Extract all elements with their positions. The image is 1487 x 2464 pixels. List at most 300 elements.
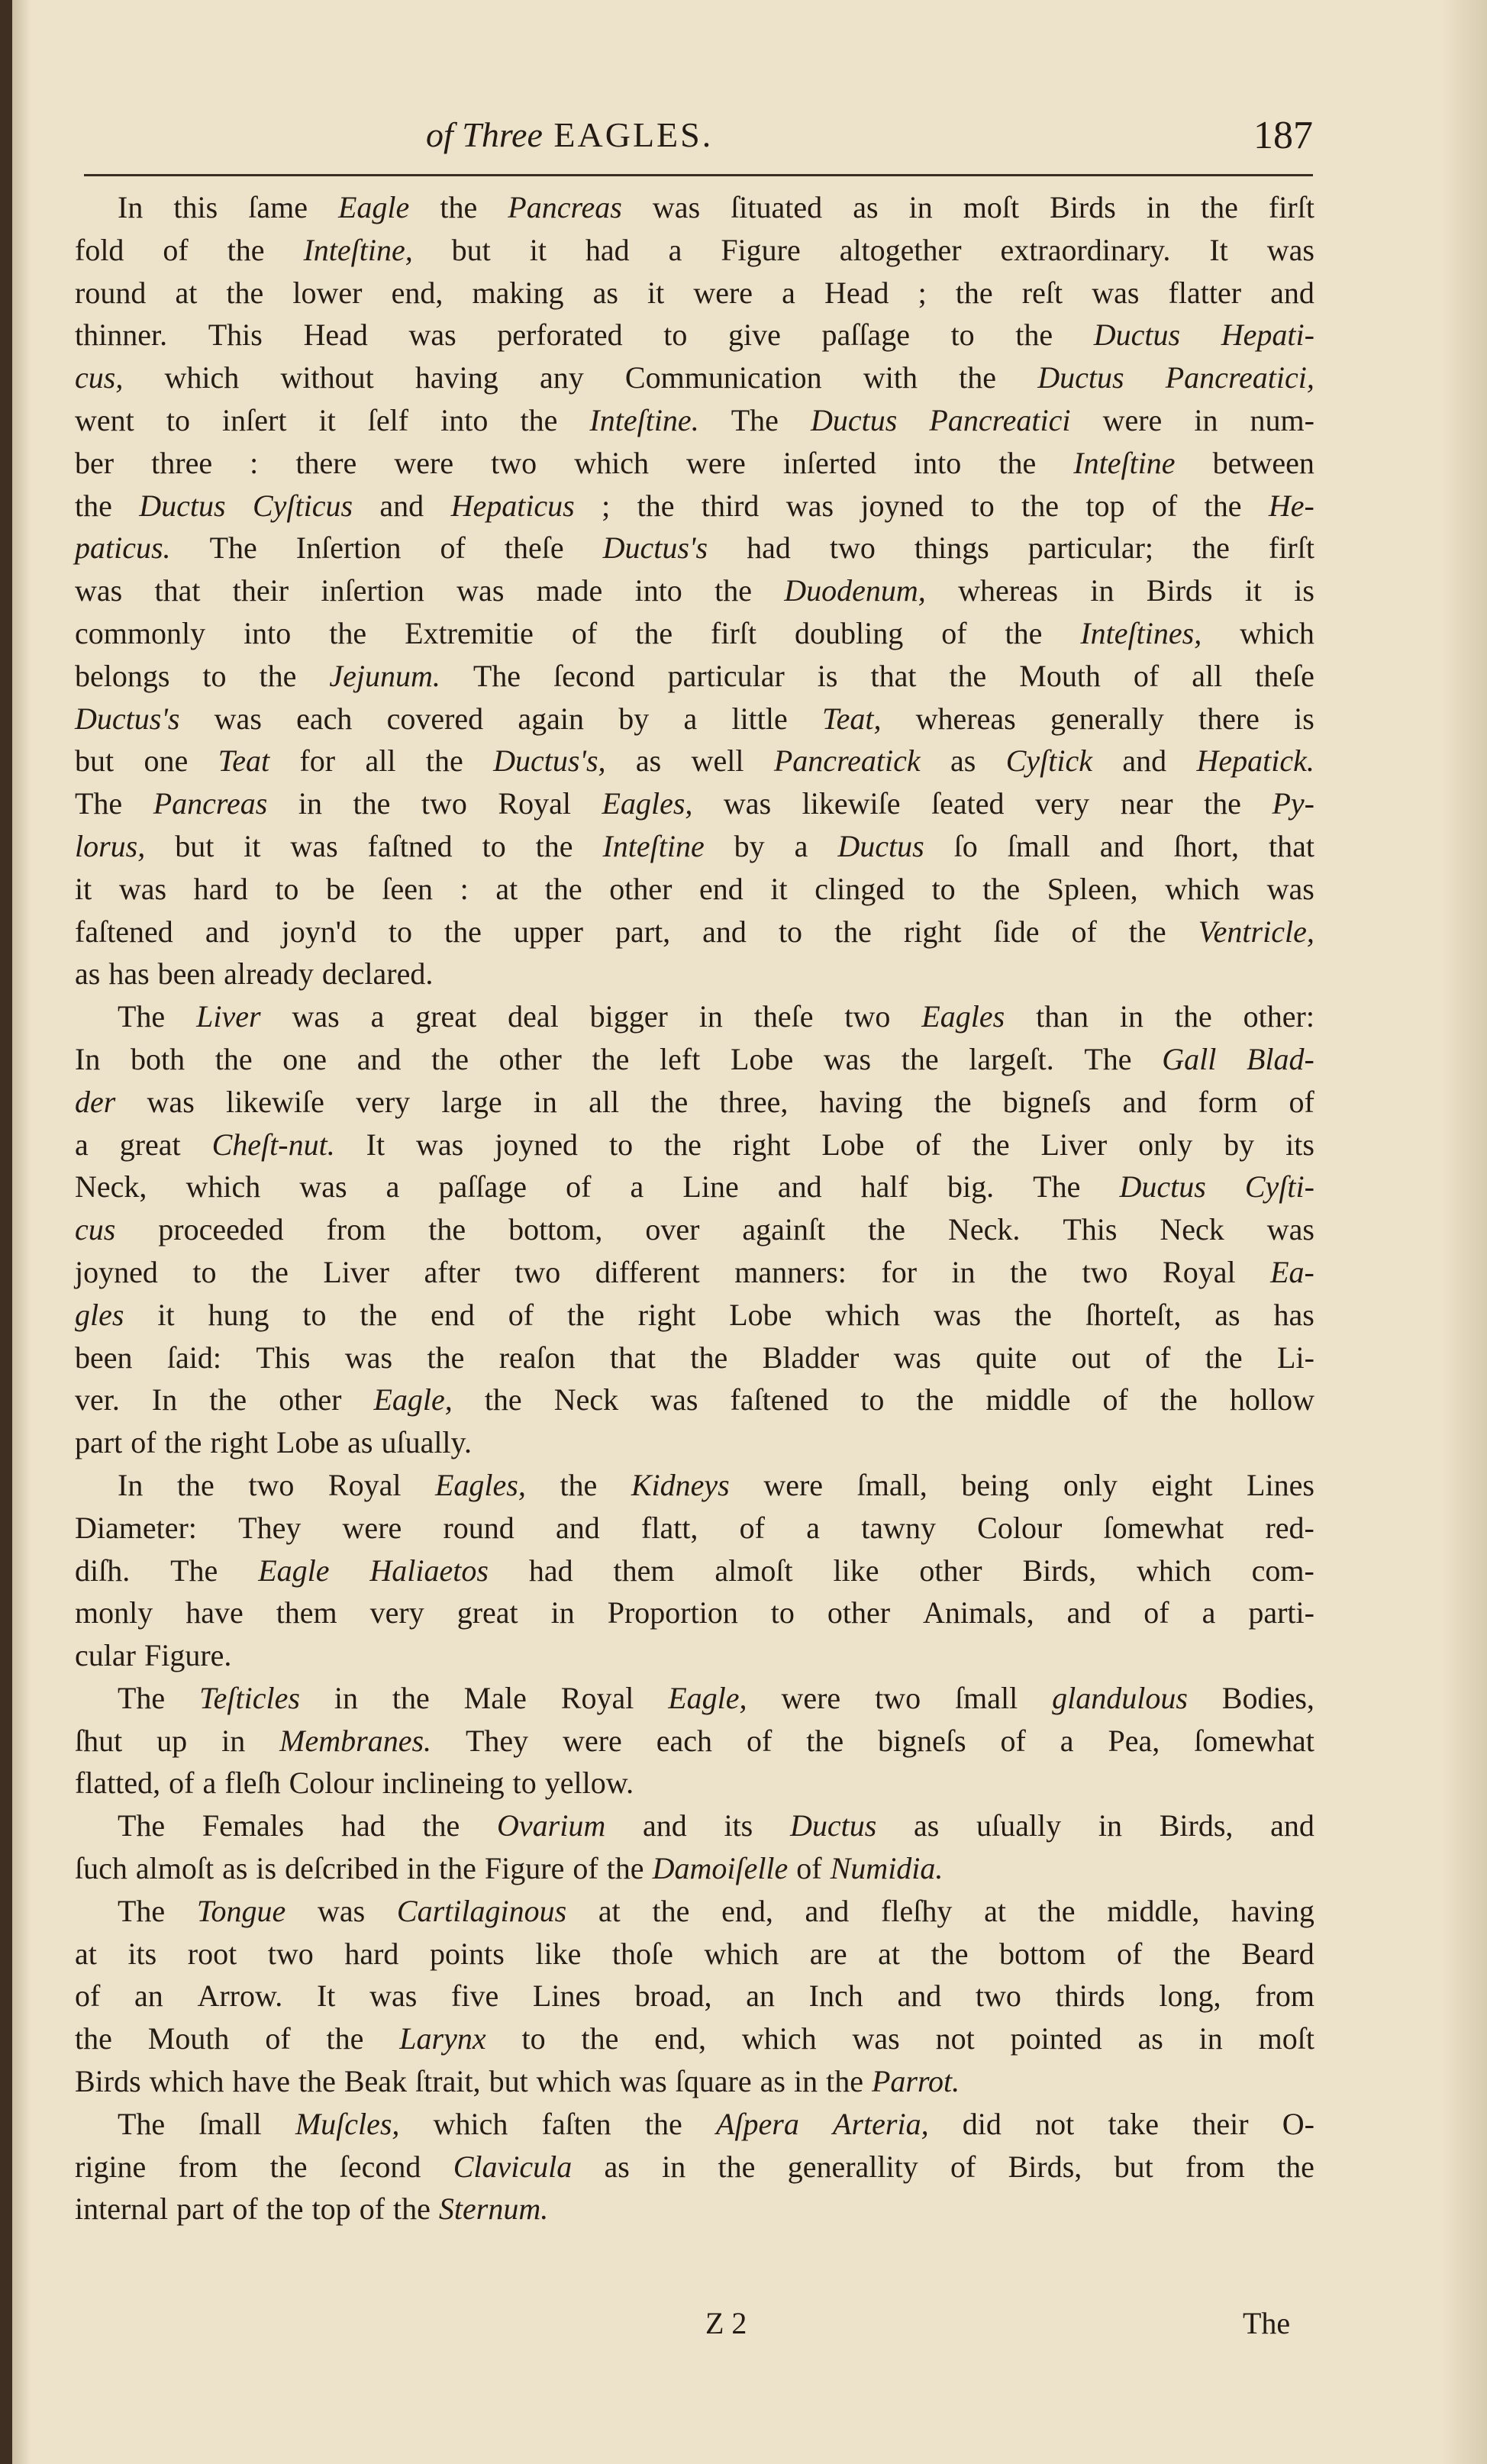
text-line [75,1550,1314,1592]
word: it [770,871,788,906]
word: the [1160,1382,1198,1417]
text-line [75,1677,1314,1720]
word: Male [463,1680,527,1715]
italic-word: Cyſtick [1005,743,1092,779]
word: and [702,914,747,949]
binding-gutter [0,0,12,2464]
word: a [202,1766,217,1801]
italic-word: Ductus [1037,360,1124,395]
word: its [1285,1127,1314,1162]
word: the [259,658,297,693]
word: the [298,2064,336,2099]
word: all [589,1084,620,1119]
word: in [533,1084,557,1119]
word: parti- [1248,1595,1314,1630]
word: into [914,445,962,480]
word: which [1240,615,1314,650]
word: a [794,828,808,863]
word: thoſe [611,1936,673,1971]
word: near [1120,786,1173,821]
italic-word: Ductus [1093,318,1181,353]
word: a [683,701,698,736]
word: almoſt [135,1851,215,1886]
word: of [131,1425,156,1460]
word: top [311,2191,351,2227]
word: the [998,445,1037,480]
word: It [366,1127,385,1162]
word: was [1266,871,1314,906]
word: were [394,445,454,480]
word: to [166,402,190,437]
word: commonly [75,615,206,650]
word: round [75,275,147,310]
italic-word: Hepatick. [1196,743,1314,779]
word: in [951,1254,976,1289]
word: with [863,360,918,395]
word: fold [75,232,124,267]
word: Figure [721,232,801,267]
word: the [901,1041,939,1076]
word: the [209,1382,247,1417]
word: of [1000,1723,1026,1758]
word: by [1224,1127,1255,1162]
word: a [630,1169,644,1205]
text-line [75,1762,1314,1804]
word: very [369,1595,424,1630]
word: big. [947,1169,995,1205]
text-line [75,2060,1314,2103]
word: not [935,2021,975,2056]
word: out [1071,1340,1111,1375]
italic-word: Damoiſelle [652,1851,789,1886]
word: was [852,2021,900,2056]
text-line [75,527,1314,569]
word: deſcribed [285,1851,398,1886]
word: Neck, [75,1169,147,1205]
word: making [472,275,564,310]
italic-word: Jejunum. [329,658,440,693]
word: Royal [327,1467,402,1502]
word: likewiſe [802,786,901,821]
word: the [972,1127,1010,1162]
text-line [75,2146,1314,2188]
word: was [75,573,123,608]
text-line [75,442,1314,485]
word: is [817,658,838,693]
word: at [984,1893,1006,1928]
italic-word: Pancreatici [929,402,1071,437]
word: the [592,1041,630,1076]
text-line [75,1208,1314,1251]
word: internal [75,2191,169,2227]
word: upper [513,914,583,949]
word: ſhorteſt, [1085,1297,1182,1332]
word: theſe [1255,658,1314,693]
word: for [299,743,336,779]
word: Royal [1163,1254,1236,1289]
word: their [1192,2106,1249,2141]
word: In [118,190,144,224]
word: ſelf [367,402,409,437]
word: The [209,531,257,566]
word: joyned [860,488,944,523]
word: joyned [495,1127,579,1162]
word: and [1066,1595,1111,1630]
word: two [829,531,876,566]
word: that [610,1340,656,1375]
word: them [276,1595,337,1630]
word: to [770,1595,795,1630]
word: three [151,445,213,480]
word: it [75,871,92,906]
word: Colour [289,1766,374,1801]
word: other [609,871,673,906]
word: five [451,1979,499,2014]
word: of [746,1723,773,1758]
word: of [1102,1382,1128,1417]
word: hollow [1229,1382,1314,1417]
word: only [1138,1127,1193,1162]
italic-word: Liver [196,999,261,1034]
word: was [1266,1212,1314,1247]
italic-word: Tongue [196,1893,286,1928]
text-line [75,698,1314,740]
word: and [556,1510,600,1545]
word: the [959,360,997,395]
word: the [484,1382,522,1417]
word: in [550,1595,575,1630]
word: flatt, [641,1510,698,1545]
word: the [1201,190,1238,224]
word: to [950,318,975,353]
italic-word: Ea- [1270,1254,1314,1289]
italic-word: Teat [218,743,270,779]
word: the [934,1084,972,1119]
word: Lobe [276,1425,340,1460]
word: Bladder [762,1340,860,1375]
word: but [75,743,115,779]
word: were [1102,402,1163,437]
word: the [392,1680,430,1715]
word: as [760,2064,785,2099]
word: was [147,1084,195,1119]
word: which [1137,1553,1211,1588]
word: was [652,190,701,224]
word: was [292,999,340,1034]
word: as [592,275,618,310]
word: ſecond [339,2149,421,2184]
word: middle [985,1382,1071,1417]
word: take [1108,2106,1160,2141]
word: to [778,914,803,949]
word: The [75,786,123,821]
word: This [1063,1212,1118,1247]
word: the [650,1084,689,1119]
word: well [691,743,744,779]
word: of [163,232,189,267]
text-line [75,1634,1314,1677]
word: was [317,1893,366,1928]
word: of [915,1127,941,1162]
word: things [914,531,989,566]
word: is [1294,573,1314,608]
word: of [941,615,967,650]
word: the [164,1425,202,1460]
word: ſmall [954,1680,1018,1715]
word: which [149,2064,224,2099]
word: other: [1243,999,1314,1034]
word: two [421,786,467,821]
word: the [1174,999,1212,1034]
word: of [1133,658,1160,693]
word: as [1214,1297,1240,1332]
word: was [1266,232,1314,267]
word: The [118,1808,166,1843]
word: Diameter: [75,1510,197,1545]
word: there [1198,701,1260,736]
word: It [316,1979,336,2014]
word: ſtrait, [415,2064,481,2099]
word: in [1198,2021,1223,2056]
word: the [1204,488,1242,523]
word: in [1090,573,1114,608]
word: altogether [839,232,962,267]
word: declared. [321,956,434,992]
word: to [512,1766,537,1801]
word: its [127,1936,157,1971]
word: all [1192,658,1223,693]
word: flatter [1168,275,1242,310]
word: give [727,318,781,353]
italic-word: Py- [1272,786,1314,821]
word: the [834,914,872,949]
italic-word: Eagles, [602,786,693,821]
word: was [893,1340,941,1375]
word: the [644,2106,682,2141]
word: covered [386,701,484,736]
word: in [793,2064,818,2099]
word: an [746,1979,775,2014]
word: largeſt. [969,1041,1054,1076]
word: as [853,190,879,224]
word: the [353,786,391,821]
word: againſt [742,1212,826,1247]
word: part [75,1425,123,1460]
text-line [75,655,1314,698]
word: which [741,2021,817,2056]
word: the [428,1212,466,1247]
italic-word: glandulous [1052,1680,1188,1715]
word: paſſage [438,1169,527,1205]
word: the [176,1467,215,1502]
word: Lobe [821,1127,885,1162]
word: were [781,1680,841,1715]
word: was [1092,275,1140,310]
word: for [881,1254,918,1289]
word: went [75,402,134,437]
italic-word: Cyſticus [252,488,353,523]
text-line [75,1804,1314,1847]
word: The [118,2106,166,2141]
word: it [157,1297,175,1332]
word: paſſage [821,318,910,353]
word: points [430,1936,505,1971]
word: the [714,573,752,608]
word: of [1071,914,1097,949]
word: to [970,488,995,523]
word: faſtned [367,828,453,863]
word: and [1270,275,1314,310]
word: the [955,275,993,310]
italic-word: gles [75,1297,124,1332]
text-line [75,1592,1314,1634]
word: This [208,318,263,353]
text-line [75,356,1314,399]
word: a [370,999,385,1034]
word: as [635,743,662,779]
italic-word: Pancreatici, [1165,360,1314,395]
word: was [118,871,167,906]
word: as [604,2149,630,2184]
word: The [118,999,166,1034]
word: part [176,2191,224,2227]
running-title [426,114,713,155]
text-line [75,1038,1314,1081]
text-line [75,1933,1314,1975]
word: were [763,1467,824,1502]
word: the [606,1851,644,1886]
word: ber [75,445,115,480]
word: Colour [977,1510,1063,1545]
word: the [75,488,112,523]
word: num- [1250,402,1314,437]
word: Royal [560,1680,634,1715]
word: two [248,1467,295,1502]
word: the [567,1297,605,1332]
word: ſeen [382,871,434,906]
italic-word: Sternum. [438,2191,549,2227]
word: bigger [589,999,668,1034]
word: each [656,1723,713,1758]
word: was [290,828,338,863]
italic-word: Membranes. [279,1723,432,1758]
text-line [75,314,1314,356]
word: uſually [976,1808,1062,1843]
word: red- [1265,1510,1314,1545]
word: of [232,2191,258,2227]
italic-word: Ovarium [497,1808,606,1843]
word: the [266,2191,304,2227]
word: Li- [1277,1340,1314,1375]
word: be [326,871,355,906]
text-line [75,1421,1314,1464]
word: up [156,1723,188,1758]
word: the [520,402,558,437]
word: it [244,828,261,863]
word: the [982,871,1021,906]
word: right [637,1297,696,1332]
italic-word: Inteſtine, [303,232,413,267]
word: was [933,1297,982,1332]
word: bottom, [508,1212,603,1247]
word: bottom [999,1936,1086,1971]
word: large [441,1084,502,1119]
text-line [75,782,1314,825]
word: the [826,2064,863,2099]
word: was [299,1169,347,1205]
word: ſide [993,914,1040,949]
text-line [75,1847,1314,1890]
word: like [535,1936,582,1971]
word: Neck. [947,1212,1021,1247]
word: ſquare [675,2064,752,2099]
word: Head [824,275,889,310]
word: of [1151,488,1178,523]
italic-word: Ductus's, [493,743,606,779]
italic-word: Eagle [338,190,410,224]
word: Birds [75,2064,141,2099]
word: it [318,402,336,437]
italic-word: Pancreatick [773,743,921,779]
word: in [221,1723,246,1758]
italic-word: Numidia. [830,1851,943,1886]
word: belongs [75,658,170,693]
word: at [598,1893,621,1928]
italic-word: Eagle [258,1553,330,1588]
italic-word: Ductus [837,828,924,863]
word: the [227,232,265,267]
word: firſt [711,615,757,650]
word: both [130,1041,185,1076]
word: being [961,1467,1030,1502]
italic-word: Blad- [1247,1041,1314,1076]
word: the [422,1808,460,1843]
text-line [75,229,1314,272]
text-line [75,272,1314,314]
word: from [1185,2149,1245,2184]
word: In [75,1041,101,1076]
word: Beard [1241,1936,1314,1971]
word: the [635,615,673,650]
word: faſtened [75,914,173,949]
word: hard [344,1936,399,1971]
word: The [118,1680,166,1715]
word: top [1085,488,1125,523]
word: eight [1151,1467,1213,1502]
word: the [637,488,675,523]
word: uſually. [381,1425,472,1460]
word: root [187,1936,237,1971]
text-line [75,1507,1314,1550]
word: had [585,232,630,267]
italic-word: lorus, [75,828,146,863]
word: the [544,871,582,906]
word: in [662,2149,686,2184]
word: the [535,828,573,863]
word: has [108,956,150,992]
word: Birds [1146,573,1213,608]
italic-word: Inteſtines, [1080,615,1202,650]
word: one [144,743,189,779]
word: were [693,275,753,310]
italic-word: Duodenum, [784,573,926,608]
word: Neck [1160,1212,1224,1247]
word: ſomewhat [1194,1723,1314,1758]
word: Proportion [607,1595,738,1630]
word: very [356,1084,411,1119]
word: of [1289,1084,1314,1119]
word: only [1063,1467,1118,1502]
